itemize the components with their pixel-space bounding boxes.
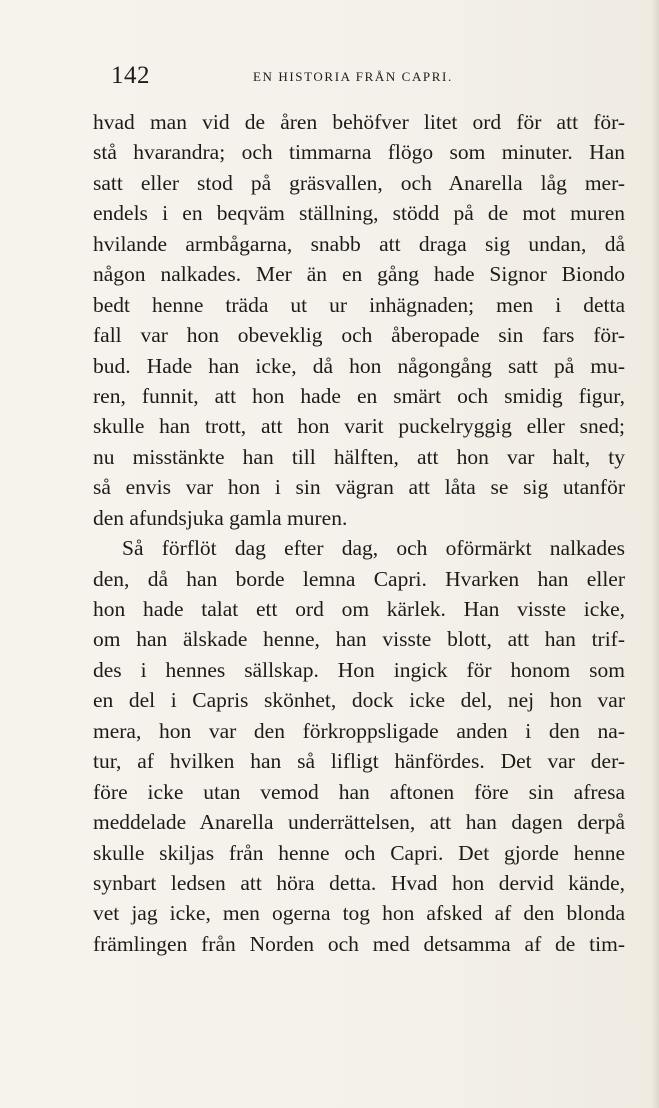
- text-line: före icke utan vemod han aftonen före sin afresa: [93, 779, 625, 804]
- text-line: stå hvarandra; och timmarna flögo som minuter. Han: [93, 140, 625, 165]
- text-line: bud. Hade han icke, då hon någongång satt på mu-: [93, 353, 625, 378]
- text-line: synbart ledsen att höra detta. Hvad hon dervid kände,: [93, 870, 625, 895]
- text-line: vet jag icke, men ogerna tog hon afsked af den blonda: [93, 901, 625, 926]
- text-line: hvad man vid de åren behöfver litet ord för att för-: [93, 110, 625, 134]
- text-line: des i hennes sällskap. Hon ingick för honom som: [93, 657, 625, 682]
- text-line: fall var hon obeveklig och åberopade sin fars för-: [93, 323, 625, 348]
- text-line: hon hade talat ett ord om kärlek. Han visste icke,: [93, 597, 625, 621]
- running-head: EN HISTORIA FRÅN CAPRI.: [253, 69, 453, 84]
- page-number: 142: [111, 62, 150, 89]
- text-line: ren, funnit, att hon hade en smärt och smidig figur,: [93, 383, 625, 408]
- page-header: [93, 60, 625, 90]
- text-line: främlingen från Norden och med detsamma af de tim-: [93, 931, 625, 956]
- body-text: [93, 107, 625, 959]
- text-line: meddelade Anarella underrättelsen, att han dagen derpå: [93, 810, 625, 835]
- text-line: hvilande armbågarna, snabb att draga sig undan, då: [93, 231, 625, 256]
- text-line: så envis var hon i sin vägran att låta se sig utanför: [93, 475, 625, 500]
- text-line: den, då han borde lemna Capri. Hvarken han eller: [93, 566, 625, 591]
- text-line: bedt henne träda ut ur inhägnaden; men i detta: [93, 292, 625, 317]
- text-line: satt eller stod på gräsvallen, och Anarella låg mer-: [93, 170, 625, 195]
- text-line: en del i Capris skönhet, dock icke del, nej hon var: [93, 688, 625, 713]
- text-line: någon nalkades. Mer än en gång hade Signor Biondo: [93, 262, 625, 287]
- text-line: skulle han trott, att hon varit puckelryggig eller sned;: [93, 414, 625, 439]
- text-line-paragraph-start: Så förflöt dag efter dag, och oförmärkt nalkades: [122, 536, 625, 561]
- text-line: om han älskade henne, han visste blott, att han trif-: [93, 627, 625, 652]
- text-line: endels i en beqväm ställning, stödd på de mot muren: [93, 201, 625, 226]
- text-line-paragraph-end: den afundsjuka gamla muren.: [93, 505, 348, 530]
- text-line: mera, hon var den förkroppsligade anden i den na-: [93, 718, 625, 743]
- text-line: nu misstänkte han till hälften, att hon var halt, ty: [93, 444, 625, 469]
- page-edge-shadow: [651, 0, 659, 1108]
- text-line: tur, af hvilken han så lifligt hänfördes. Det var der-: [93, 749, 625, 774]
- text-line: skulle skiljas från henne och Capri. Det gjorde henne: [93, 840, 625, 865]
